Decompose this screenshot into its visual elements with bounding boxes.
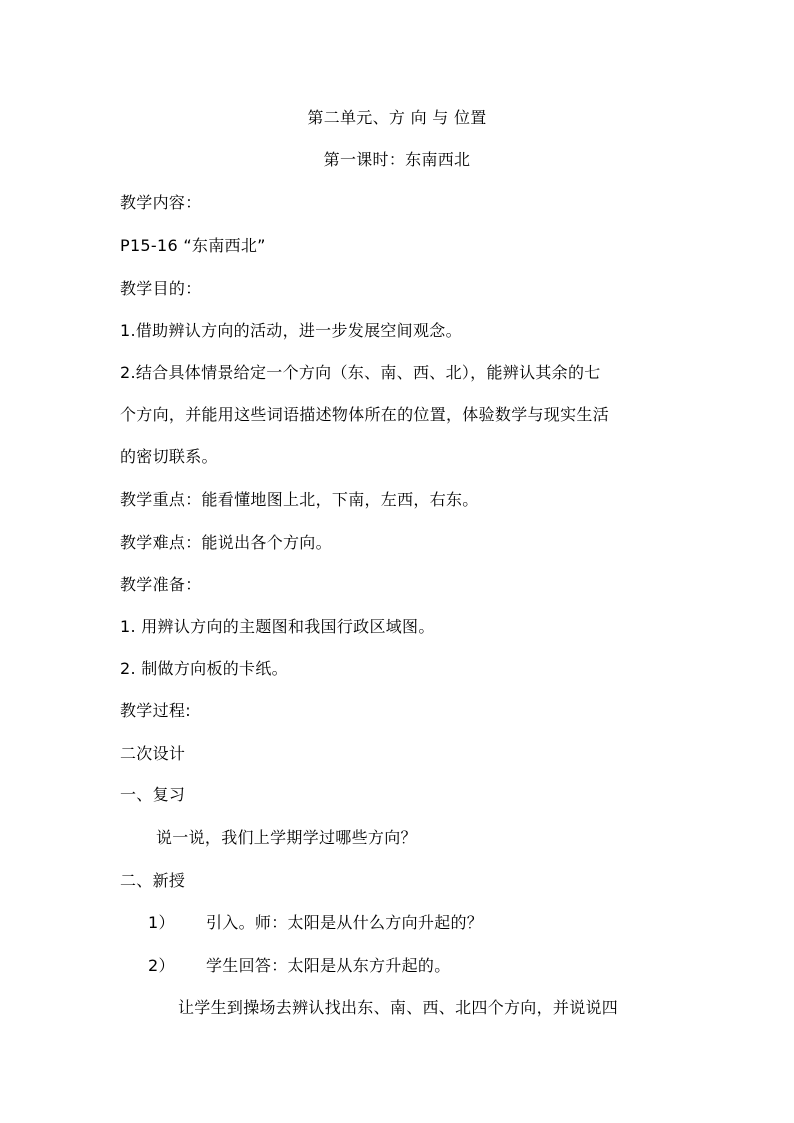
content-label: 教学内容： bbox=[120, 193, 202, 212]
prep-item-2: 2. 制做方向板的卡纸。 bbox=[120, 659, 288, 678]
step-2 bbox=[148, 956, 451, 976]
goal-item-2-line-2: 个方向，并能用这些词语描述物体所在的位置，体验数学与现实生活 bbox=[120, 405, 610, 424]
lesson-subtitle: 第一课时：东南西北 bbox=[323, 150, 471, 169]
goal-item-2-line-1: 2.结合具体情景给定一个方向（东、南、西、北），能辨认其余的七 bbox=[120, 363, 601, 382]
goal-item-1: 1.借助辨认方向的活动，进一步发展空间观念。 bbox=[120, 321, 462, 340]
step-1 bbox=[148, 913, 483, 933]
step-1-number: 1） bbox=[148, 913, 175, 932]
review-heading: 一、复习 bbox=[120, 785, 186, 804]
document-title: 第二单元、方 向 与 位置 bbox=[307, 108, 487, 127]
step-1-text: 引入。师：太阳是从什么方向升起的？ bbox=[206, 913, 484, 932]
prep-label: 教学准备： bbox=[120, 575, 202, 594]
review-text: 说一说，我们上学期学过哪些方向？ bbox=[156, 828, 417, 847]
content-value: P15-16 “东南西北” bbox=[120, 236, 266, 255]
step-2-text: 学生回答：太阳是从东方升起的。 bbox=[206, 956, 451, 975]
process-label: 教学过程: bbox=[120, 701, 191, 720]
step-2-number: 2） bbox=[148, 956, 175, 975]
difficulty: 教学难点：能说出各个方向。 bbox=[120, 533, 332, 552]
goal-label: 教学目的： bbox=[120, 279, 202, 298]
key-point: 教学重点：能看懂地图上北，下南，左西，右东。 bbox=[120, 490, 479, 509]
goal-item-2-line-3: 的密切联系。 bbox=[120, 447, 218, 466]
new-lesson-heading: 二、新授 bbox=[120, 871, 186, 890]
activity-text: 让学生到操场去辨认找出东、南、西、北四个方向，并说说四 bbox=[178, 998, 619, 1017]
prep-item-1: 1. 用辨认方向的主题图和我国行政区域图。 bbox=[120, 617, 435, 636]
second-design-label: 二次设计 bbox=[120, 744, 186, 763]
